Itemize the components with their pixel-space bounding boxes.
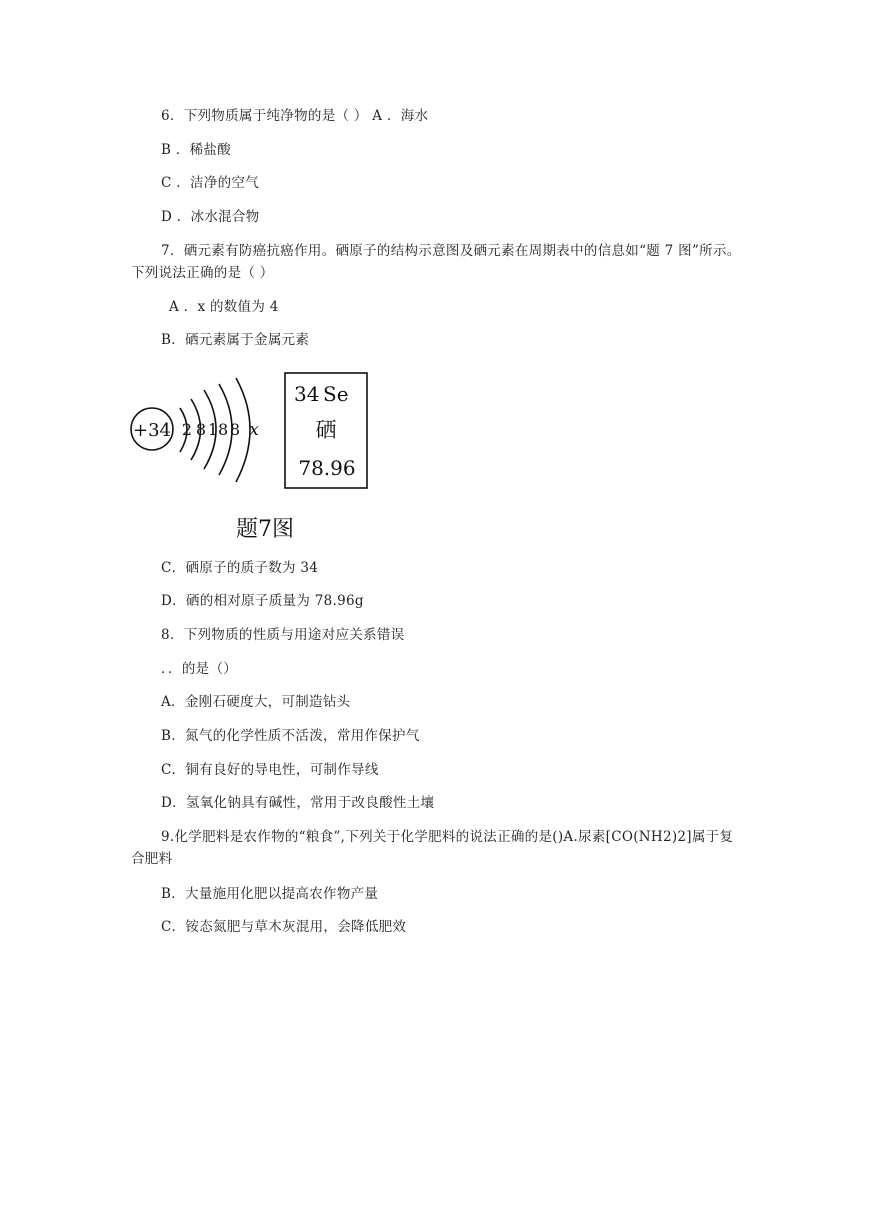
shell-electrons-4: 8 — [229, 420, 241, 439]
q9-option-b: B．大量施用化肥以提高农作物产量 — [161, 886, 379, 902]
q7-option-b: B．硒元素属于金属元素 — [161, 332, 310, 348]
element-symbol: Se — [323, 382, 349, 406]
shell-electrons-1: 2 — [181, 420, 193, 439]
q6-option-d: D ．冰水混合物 — [161, 209, 260, 225]
figure-caption: 题7图 — [236, 517, 294, 542]
q9-option-c: C．铵态氮肥与草木灰混用，会降低肥效 — [161, 919, 407, 935]
q8-option-d: D．氢氧化钠具有碱性，常用于改良酸性土壤 — [161, 795, 435, 811]
shell-electrons-3: 18 — [207, 420, 229, 439]
q7-option-c: C．硒原子的质子数为 34 — [161, 560, 319, 576]
nucleus-charge: +34 — [133, 420, 171, 441]
q8-option-b: B．氮气的化学性质不活泼，常用作保护气 — [161, 728, 420, 744]
shell-electrons-2: 8 — [195, 420, 207, 439]
selenium-structure-figure — [128, 372, 378, 497]
q7-option-d: D．硒的相对原子质量为 78.96g — [161, 593, 364, 609]
q8-option-a: A．金刚石硬度大，可制造钻头 — [161, 694, 351, 710]
q7-stem: 7．硒元素有防癌抗癌作用。硒原子的结构示意图及硒元素在周期表中的信息如“题 7 图”所示。下列说法正确的是（ ） — [131, 243, 741, 281]
q9-stem: 9.化学肥料是农作物的“粮食”,下列关于化学肥料的说法正确的是()A.尿素[CO(NH2)2]属于复合肥料 — [131, 829, 734, 867]
q6-option-b: B ．稀盐酸 — [161, 142, 232, 158]
q8-option-c: C．铜有良好的导电性，可制作导线 — [161, 762, 379, 778]
shell-electrons-5: x — [249, 420, 259, 440]
periodic-cell — [285, 373, 367, 488]
atomic-number: 34 — [294, 382, 320, 406]
q8-stem-continuation: ．．的是（） — [161, 661, 238, 677]
q6-stem: 6．下列物质属于纯净物的是（ ） A ．海水 — [161, 108, 429, 124]
q7-option-a: A ．x 的数值为 4 — [169, 299, 279, 315]
atom-diagram — [131, 378, 259, 482]
q6-option-c: C ．洁净的空气 — [161, 175, 260, 191]
element-name: 硒 — [315, 418, 337, 442]
q8-stem: 8．下列物质的性质与用途对应关系错误 — [161, 627, 405, 643]
atomic-mass: 78.96 — [298, 456, 356, 480]
